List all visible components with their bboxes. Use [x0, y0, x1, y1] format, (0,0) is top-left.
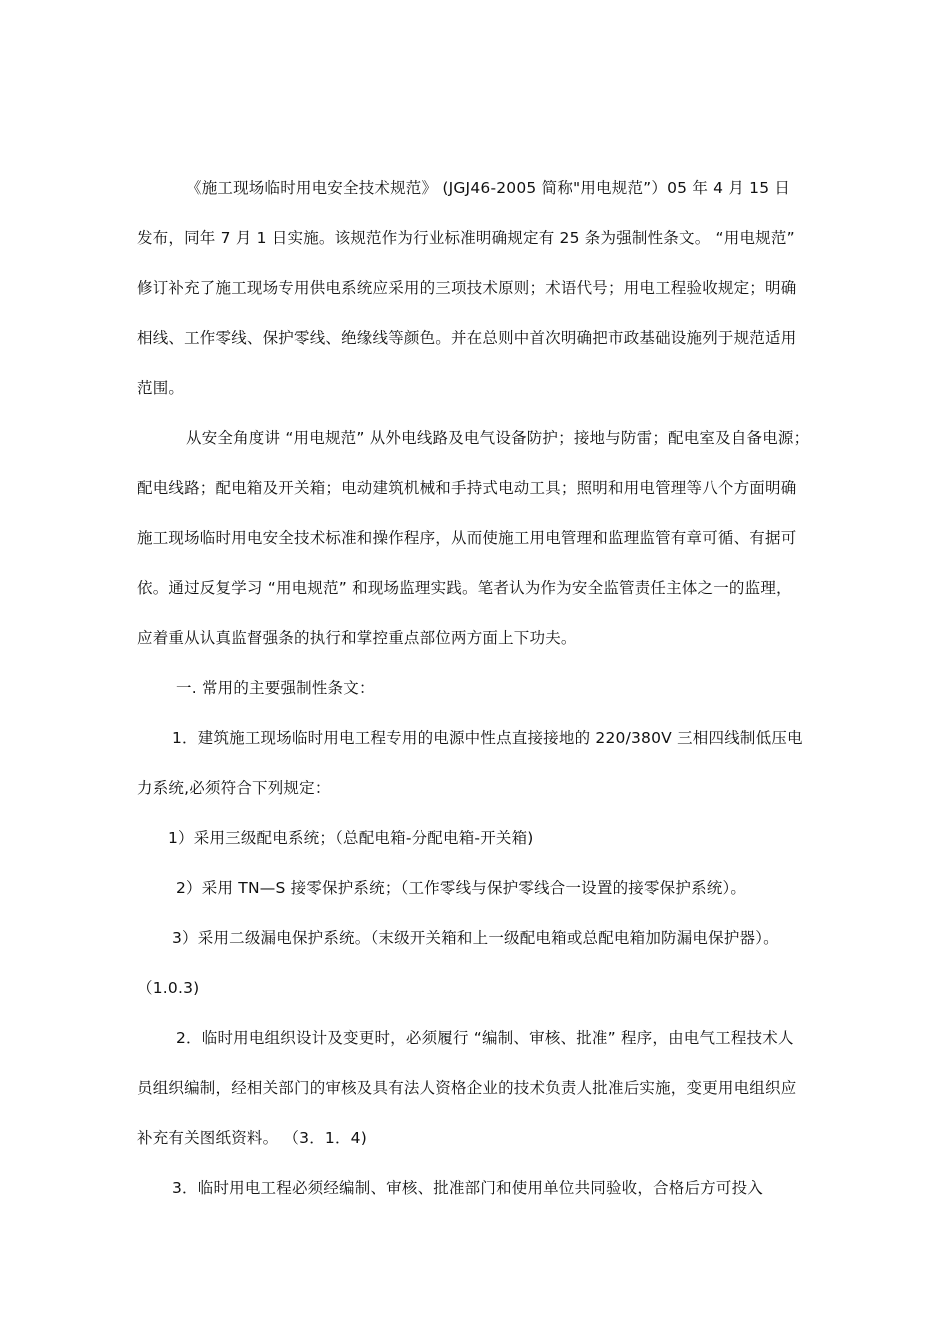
text-line: 2．临时用电组织设计及变更时，必须履行 “编制、审核、批准” 程序，由电气工程技术人 [176, 1029, 794, 1047]
list-item: 3）采用二级漏电保护系统。（末级开关箱和上一级配电箱或总配电箱加防漏电保护器）。 [172, 929, 779, 947]
text-line: 配电线路；配电箱及开关箱；电动建筑机械和手持式电动工具；照明和用电管理等八个方面明确 [137, 479, 797, 497]
text-line: 范围。 [137, 379, 185, 397]
text-line: 修订补充了施工现场专用供电系统应采用的三项技术原则；术语代号；用电工程验收规定；明确 [137, 279, 797, 297]
text-line: 员组织编制，经相关部门的审核及具有法人资格企业的技术负责人批准后实施，变更用电组织应 [137, 1079, 797, 1097]
text-line: 力系统,必须符合下列规定： [137, 779, 331, 797]
text-line: 《施工现场临时用电安全技术规范》 (JGJ46-2005 简称"用电规范”）05 年 4 月 15 日 [186, 179, 791, 197]
text-line: 补充有关图纸资料。 （3．1．4) [137, 1129, 367, 1147]
text-line: 1．建筑施工现场临时用电工程专用的电源中性点直接接地的 220/380V 三相四线制低压电 [172, 729, 803, 747]
text-line: 应着重从认真监督强条的执行和掌控重点部位两方面上下功夫。 [137, 629, 577, 647]
text-line: 发布，同年 7 月 1 日实施。该规范作为行业标准明确规定有 25 条为强制性条文。 “用电规范” [137, 229, 795, 247]
list-item: 2）采用 TN—S 接零保护系统；（工作零线与保护零线合一设置的接零保护系统）。 [176, 879, 747, 897]
section-heading: 一. 常用的主要强制性条文： [176, 679, 375, 697]
clause-reference: （1.0.3) [137, 979, 200, 997]
text-line: 依。通过反复学习 “用电规范” 和现场监理实践。笔者认为作为安全监管责任主体之一的监理， [137, 579, 792, 597]
text-line: 3．临时用电工程必须经编制、审核、批准部门和使用单位共同验收，合格后方可投入 [172, 1179, 763, 1197]
text-line: 相线、工作零线、保护零线、绝缘线等颜色。并在总则中首次明确把市政基础设施列于规范适用 [137, 329, 797, 347]
text-line: 从安全角度讲 “用电规范” 从外电线路及电气设备防护；接地与防雷；配电室及自备电源； [186, 429, 810, 447]
list-item: 1）采用三级配电系统；（总配电箱-分配电箱-开关箱) [168, 829, 534, 847]
text-line: 施工现场临时用电安全技术标准和操作程序，从而使施工用电管理和监理监管有章可循、有据可 [137, 529, 797, 547]
